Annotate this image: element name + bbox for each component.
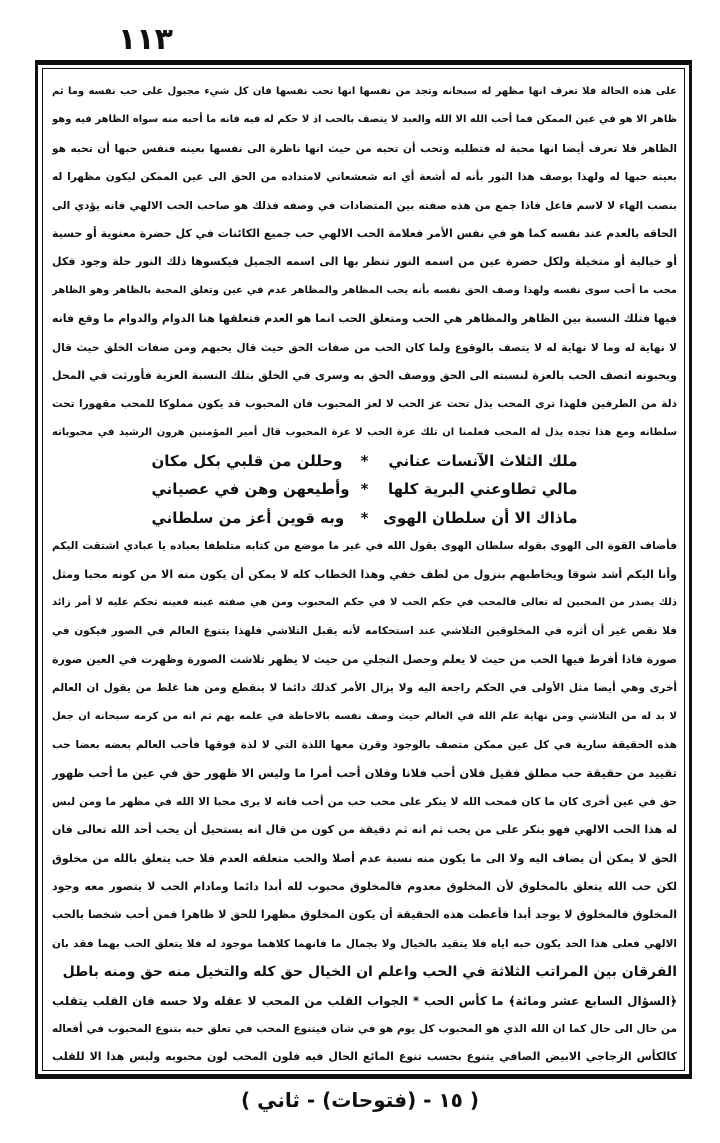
text-line: فيها فتلك النسبة بين الظاهر والمظاهر هي الحب ومتعلق الحب انما هو العدم فتعلقها هنا الدوام والدوام ما وقع فانه [52, 312, 677, 326]
verse-second-hemistich: وحللن من قلبي بكل مكان [151, 452, 343, 471]
text-line: الالهي فعلى هذا الحد يكون حبه اياه فلا يتقيد بالخيال ولا بجمال ما فانهما كلاهما موجود له فلا يتعلق الحب بهما فقد بان [52, 937, 677, 950]
text-line: وأنا اليكم أشد شوقا ويخاطبهم بنزول من لطف خفي وهذا الخطاب كله لا يمكن أن يكون منه الا من كونه محبا ومثل [52, 567, 677, 581]
text-line: ظاهر الا هو في عين الممكن فما أحب الله الا الله والعبد لا يتصف بالحب اذ لا حكم له فيه فانه ما أحبه منه سواه الظاهر فيه وهو [52, 114, 677, 126]
text-line: سلطانه ومع هذا تجده يذل له المحب فعلمنا ان تلك عزة الحب لا عزة المحبوب قال أمير المؤمنين هرون الرشيد في محبوباته [52, 426, 677, 438]
text-line: بعينه حبها له ولهذا يوصف هذا النور بأنه له أشعة أي انه شعشعاني لامتداده من الحق الى عين الممكن ليكون مظهرا له [52, 171, 677, 184]
text-line: حق في عين أخرى كان ما كان فمحب الله لا ينكر على محب حب من أحب فانه لا يرى محبا الا الله في مظهر ما ومن لبس [52, 795, 677, 808]
text-line: على هذه الحالة فلا تعرف انها مظهر له سبحانه وتجد من نفسها انها تحب نفسها فان كل شيء مجبول على حب نفسه وما ثم [52, 86, 677, 97]
text-line: الحاقه بالعدم عند نفسه كما هو في نفس الأمر فعلامة الحب الالهي حب جميع الكائنات في كل حضرة معنوية أو حسية [52, 226, 677, 240]
text-line: فأضاف القوة الى الهوى بقوله سلطان الهوى يقول الله في غير ما موضع من كتابه متلطفا بعباده يا عبادي اشتقت اليكم [52, 540, 677, 553]
body-text [52, 78, 677, 1072]
text-line: لكن حب الله يتعلق بالمخلوق لأن المخلوق معدوم فالمخلوق محبوب لله أبدا دائما ومادام الحب لا يتصور معه وجود [52, 879, 677, 893]
text-line: ذلة من الطرفين فلهذا ترى المحب يذل تحت عز الحب لا لعز المحبوب فان المحبوب قد يكون مملوكا للمحب مقهورا تحت [52, 398, 677, 411]
text-line: من حال الى حال كما ان الله الذي هو المحبوب كل يوم هو في شان فيتنوع المحب في تعلق حبه بتنوع المحبوب في أفعاله [52, 1022, 677, 1035]
text-line: فلا نقص غير أن أثره في المخلوقين التلاشي عند استحكامه لأنه يقبل التلاشي فلهذا يتنوع العالم في الصور فيكون في [52, 625, 677, 638]
text-line: ذلك يصدر من المحبين له تعالى فالمحب في حكم الحب لا في حكم المحبوب ومن هي صفته عينه فعينه تحكم عليه لا أمر زائد [52, 597, 677, 609]
verse-separator: * [360, 480, 369, 499]
text-line: له هذا الحب الالهي فهو ينكر على من يحب ثم انه ثم دقيقة من كون من قال انه يستحيل أن يحب أحد الله تعالى فان [52, 823, 677, 837]
verse-second-hemistich: وبه قوين أعز من سلطاني [151, 508, 345, 527]
text-line: تقييد من حقيقة حب مطلق فقيل فلان أحب فلانا وفلان أحب أمرا ما وليس الا ظهور حق في عين ما أحب ظهور [52, 766, 677, 781]
page-footer: ( ١٥ - (فتوحات) - ثاني ) [241, 1088, 479, 1112]
text-line: كالكأس الزجاجي الابيض الصافي يتنوع بحسب تنوع المائع الحال فيه فلون المحب لون محبوبه وليس هذا الا للقلب [52, 1050, 677, 1064]
verse-first-hemistich: ملك الثلاث الآنسات عناني [388, 452, 578, 471]
text-line: صورة فاذا أفرط فيها الحب من حيث لا يعلم وحصل التجلي من حيث لا يظهر تلاشت الصورة وظهرت في العين صورة [52, 652, 677, 666]
text-line: بنصب الهاء لا لاسم فاعل فاذا جمع من هذه صفته بين المتضادات في وصفه فذلك هو صاحب الحب الالهي فانه يؤدي الى [52, 199, 677, 212]
text-line: ويحبونه اتصف الحب بالعزة لنسبته الى الحق ووصف الحق به وسرى في الخلق بتلك النسبة العزية فأورثت في المحل [52, 368, 677, 382]
text-line: ﴿السؤال السابع عشر ومائة﴾ ما كأس الحب * الجواب القلب من المحب لا عقله ولا حسه فان القلب يتقلب [52, 993, 677, 1008]
text-line: أو خيالية أو متخيلة ولكل حضرة عين من اسمه النور تنظر بها الى اسمه الجميل فيكسوها ذلك النور حلة وجود فكل [52, 255, 677, 269]
verse-separator: * [360, 452, 369, 471]
verse-second-hemistich: وأطيعهن وهن في عصياني [151, 480, 350, 499]
verse-first-hemistich: ماذاك الا أن سلطان الهوى [383, 508, 578, 527]
text-frame [35, 60, 692, 1079]
text-line: لا بد له من التلاشي ومن نهاية علم الله في العالم حيث وصف نفسه بالاحاطة في علمه بهم ثم انه من كرمه سبحانه ان جعل [52, 710, 677, 722]
verse-first-hemistich: مالي تطاوعني البرية كلها [388, 480, 578, 499]
text-line: أخرى وهي أيضا مثل الأولى في الحكم راجعة اليه ولا يزال الأمر كذلك دائما لا ينقطع ومن هنا غلط من يقول ان العالم [52, 682, 677, 695]
verse-line [52, 447, 677, 475]
text-line: محب ما أحب سوى نفسه ولهذا وصف الحق نفسه بأنه يحب المظاهر والمظاهر عدم في عين وتعلق المحبة بالظاهر وهو الظاهر [52, 284, 677, 296]
verse-line [52, 504, 677, 532]
text-line: الظاهر فلا تعرف أيضا انها محبة له فتطلبه وتحب أن تحبه من حيث انها ناظرة الى نفسها بعينه فنفس حبها أن تحبه هو [52, 142, 677, 155]
text-line: هذه الحقيقة سارية في كل عين ممكن متصف بالوجود وقرن معها اللذة التي لا لذة فوقها فأحب العالم بعضه بعضا حب [52, 738, 677, 751]
text-line: المخلوق فالمخلوق لا يوجد أبدا فأعطت هذه الحقيقة أن يكون المخلوق مظهرا للحق لا ظاهرا فمن أحب شخصا بالحب [52, 908, 677, 922]
text-line: الفرقان بين المراتب الثلاثة في الحب واعلم ان الخيال حق كله والتخيل منه حق ومنه باطل [62, 964, 677, 981]
text-line: الحق لا يمكن أن يضاف اليه ولا الى ما يكون منه نسبة عدم أصلا والحب متعلقه العدم فلا حب يتعلق بالله من مخلوق [52, 851, 677, 865]
text-line: لا نهاية له وما لا نهاية له لا يتصف بالوقوع ولما كان الحب من صفات الحق حيث قال يحبهم ومن صفات الخلق حيث قال [52, 341, 677, 354]
page-number: ١١٣ [118, 22, 173, 57]
verse-line [52, 475, 677, 503]
verse-separator: * [360, 508, 369, 527]
